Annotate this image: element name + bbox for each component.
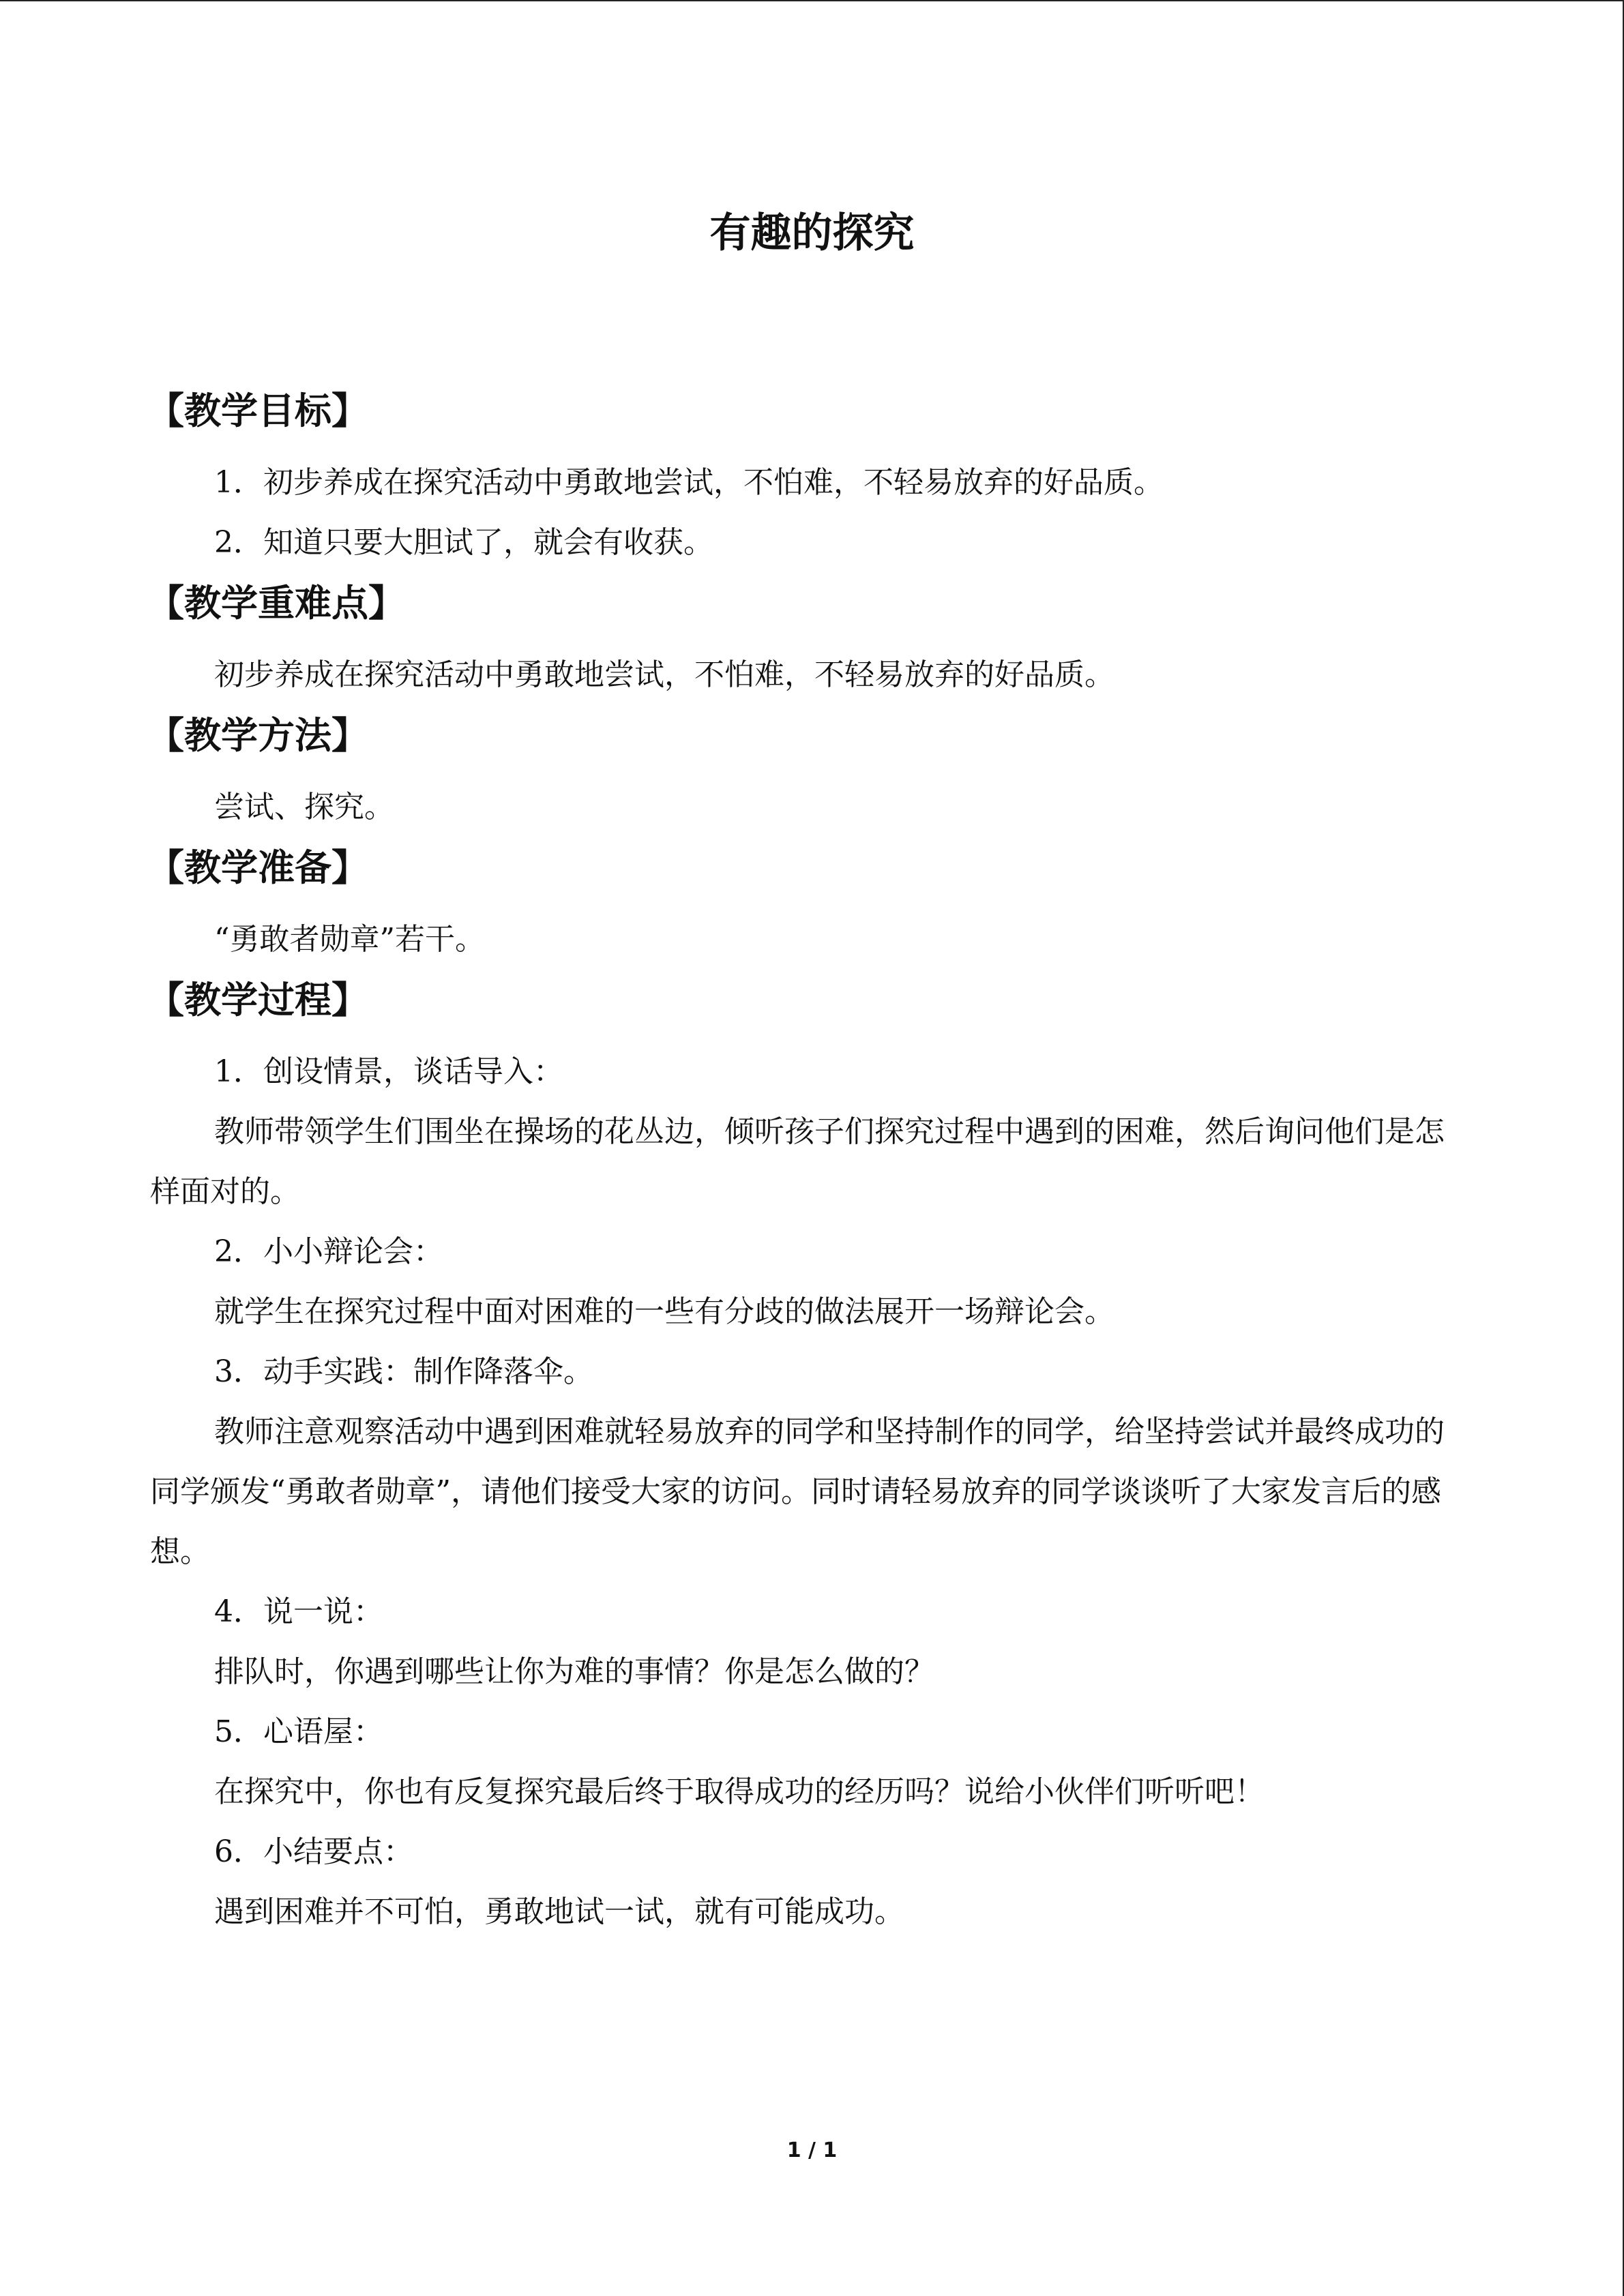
- process-paragraph: 在探究中，你也有反复探究最后终于取得成功的经历吗？说给小伙伴们听听吧！: [214, 1774, 1265, 1809]
- methods-text: 尝试、探究。: [214, 790, 394, 824]
- process-paragraph: 1．创设情景，谈话导入：: [214, 1054, 563, 1089]
- process-paragraph: 就学生在探究过程中面对困难的一些有分歧的做法展开一场辩论会。: [214, 1294, 1114, 1329]
- section-heading-methods: 【教学方法】: [147, 713, 368, 757]
- preparation-text: “勇敢者勋章”若干。: [214, 922, 485, 957]
- key-points-text: 初步养成在探究活动中勇敢地尝试，不怕难，不轻易放弃的好品质。: [214, 657, 1114, 692]
- goal-item: 1．初步养成在探究活动中勇敢地尝试，不怕难，不轻易放弃的好品质。: [214, 465, 1164, 500]
- process-paragraph: 排队时，你遇到哪些让你为难的事情？你是怎么做的？: [214, 1654, 934, 1689]
- document-body: [147, 383, 1466, 1942]
- process-paragraph: 3．动手实践：制作降落伞。: [214, 1354, 593, 1389]
- page-title: 有趣的探究: [709, 209, 915, 257]
- process-paragraph: 6．小结要点：: [214, 1834, 413, 1869]
- goal-item: 2．知道只要大胆试了，就会有收获。: [214, 525, 713, 560]
- section-heading-key-points: 【教学重难点】: [147, 581, 405, 625]
- process-paragraph: 遇到困难并不可怕，勇敢地试一试，就有可能成功。: [214, 1894, 904, 1929]
- section-heading-preparation: 【教学准备】: [147, 846, 368, 889]
- page-number: 1 / 1: [786, 2138, 838, 2162]
- process-paragraph: 4．说一说：: [214, 1594, 383, 1629]
- process-paragraph: 2．小小辩论会：: [214, 1234, 443, 1269]
- process-paragraph: 5．心语屋：: [214, 1714, 383, 1749]
- process-paragraph: 教师注意观察活动中遇到困难就轻易放弃的同学和坚持制作的同学，给坚持尝试并最终成功的同学颁发“勇敢者勋章”，请他们接受大家的访问。同时请轻易放弃的同学谈谈听了大家发言后的感想。: [150, 1414, 1445, 1569]
- process-paragraph: 教师带领学生们围坐在操场的花丛边，倾听孩子们探究过程中遇到的困难，然后询问他们是怎样面对的。: [150, 1114, 1445, 1209]
- section-heading-process: 【教学过程】: [147, 978, 368, 1022]
- section-heading-goals: 【教学目标】: [147, 389, 368, 432]
